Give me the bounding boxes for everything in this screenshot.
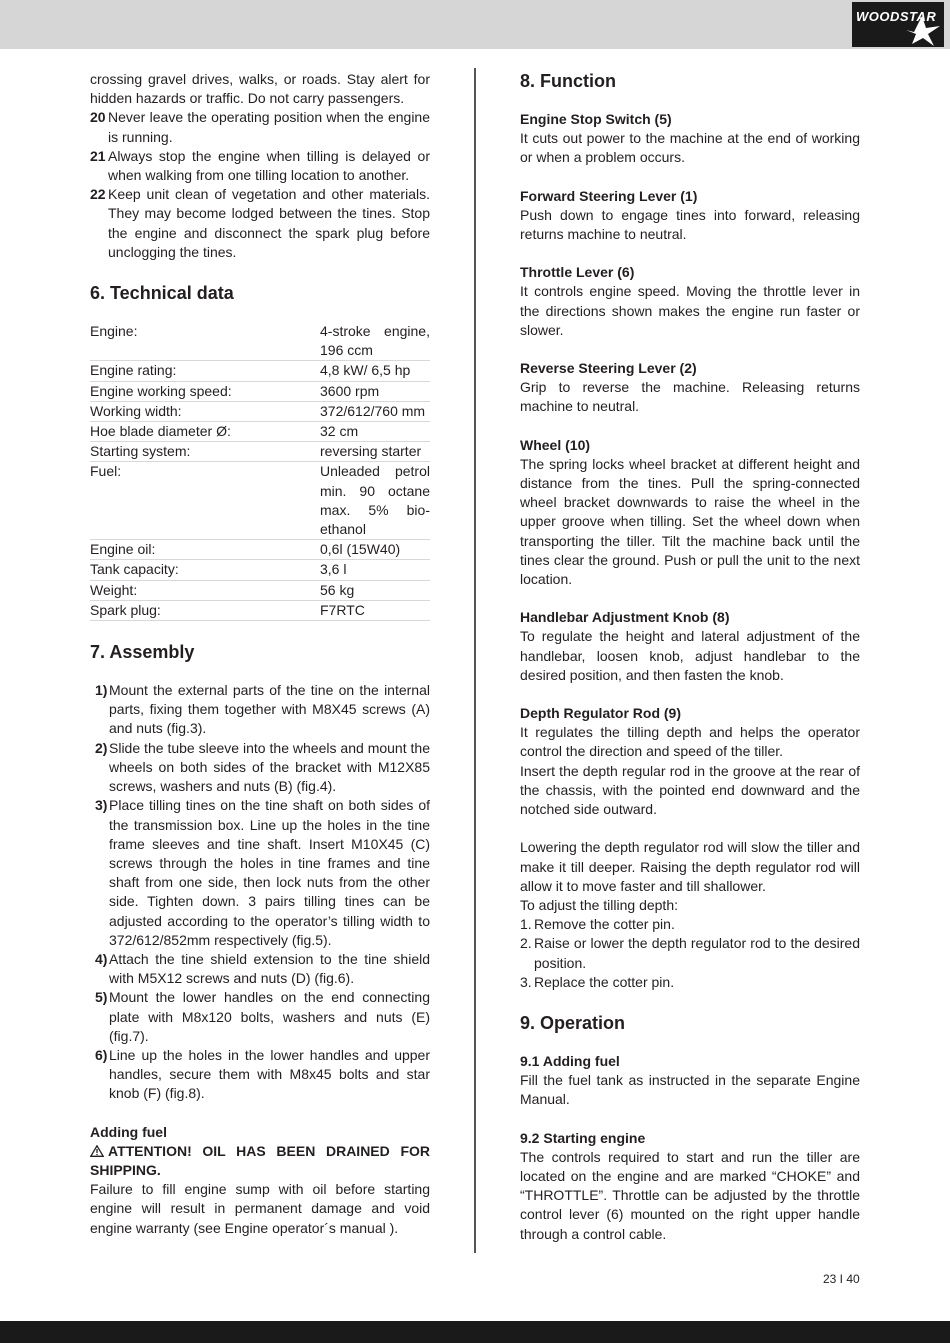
function-item-text: It controls engine speed. Moving the throttle lever in the directions shown makes the engine run faster or slower. (520, 283, 860, 338)
function-item-text: The spring locks wheel bracket at different height and distance from the tines. Pull the spring-connected wheel bracket downwards to raise the wheel in the upper groove when tilling. Set the wheel down when transporting the tiller. Tilt the machine back until the tines clear the ground. Push or pull the unit to the next location. (520, 455, 860, 588)
column-divider (474, 68, 476, 1253)
safety-item-22: 22 Keep unit clean of vegetation and other materials. They may become lodged between the tines. Stop the engine and disconnect the spark plug before unclogging the tines. (90, 186, 430, 260)
step-text: Mount the external parts of the tine on the internal parts, fixing them together with M8X45 screws (A) and nuts (fig.3). (109, 682, 430, 737)
oil-warning: ATTENTION! OIL HAS BEEN DRAINED FOR SHIPPING. (90, 1142, 430, 1178)
step-text: Line up the holes in the lower handles and upper handles, secure them with M8x45 bolts and star knob (F) (fig.8). (109, 1046, 430, 1102)
warning-icon (90, 1145, 104, 1157)
tech-label: Engine working speed: (90, 381, 320, 401)
step-text: Slide the tube sleeve into the wheels and mount the wheels on both sides of the bracket with M12X85 screws, washers and nuts (B) (fig.4). (109, 739, 430, 795)
adding-fuel-heading: Adding fuel (90, 1123, 167, 1140)
function-item-text: It cuts out power to the machine at the end of working or when a problem occurs. (520, 130, 860, 166)
tech-label: Starting system: (90, 442, 320, 462)
tech-label: Engine oil: (90, 540, 320, 560)
assembly-step (90, 796, 430, 950)
safety-item-20: 20 Never leave the operating position when the engine is running. (90, 109, 430, 145)
tech-row (90, 401, 430, 421)
step-number: 1) (95, 682, 108, 699)
tech-value: Unleaded petrol min. 90 octane max. 5% bio-ethanol (320, 462, 430, 540)
tech-value: F7RTC (320, 600, 430, 620)
function-item-heading: Engine Stop Switch (5) (520, 111, 672, 127)
depth-step (520, 973, 860, 992)
tech-row (90, 600, 430, 620)
depth-regulator-text-2: Insert the depth regular rod in the groove at the rear of the chassis, with the pointed end downward and the notched side outward. (520, 762, 860, 818)
function-item-heading: Wheel (10) (520, 436, 591, 453)
depth-step (520, 934, 860, 972)
step-number: 5) (95, 989, 108, 1006)
tech-row (90, 361, 430, 381)
depth-regulator-text-3: Lowering the depth regulator rod will slow the tiller and make it till deeper. Raising the depth regulator rod will allow it to move faster and till shallower. (520, 839, 860, 894)
technical-data-heading: 6. Technical data (90, 283, 234, 304)
adding-fuel-text: Fill the fuel tank as instructed in the separate Engine Manual. (520, 1072, 860, 1108)
tech-label: Engine: (90, 322, 320, 361)
logo-text: WOODSTAR (856, 9, 937, 24)
step-number: 3) (95, 797, 108, 814)
tech-label: Working width: (90, 401, 320, 421)
step-text: Mount the lower handles on the end connecting plate with M8x120 bolts, washers and nuts (E) (fig.7). (109, 989, 430, 1044)
tech-value: 372/612/760 mm (320, 401, 430, 421)
tech-row (90, 580, 430, 600)
left-column (90, 70, 430, 1238)
tech-row (90, 462, 430, 540)
step-number: 4) (95, 950, 108, 967)
function-list (520, 110, 860, 704)
assembly-step (90, 988, 430, 1046)
starting-engine-subheading: 9.2 Starting engine (520, 1129, 646, 1146)
function-item-text: Grip to reverse the machine. Releasing returns machine to neutral. (520, 379, 860, 415)
tech-value: 3600 rpm (320, 381, 430, 401)
step-text: Attach the tine shield extension to the tine shield with M5X12 screws and nuts (D) (fig.6). (109, 950, 430, 987)
page-number: 23 I 40 (823, 1272, 860, 1286)
tech-row (90, 422, 430, 442)
depth-step-number: 2. (520, 935, 532, 952)
step-number: 6) (95, 1046, 108, 1063)
depth-steps (520, 915, 860, 992)
tech-label: Hoe blade diameter Ø: (90, 422, 320, 442)
right-column (520, 70, 860, 1244)
depth-step-number: 1. (520, 916, 532, 933)
assembly-step (90, 1046, 430, 1104)
depth-regulator-heading: Depth Regulator Rod (9) (520, 705, 681, 722)
depth-step-text: Replace the cotter pin. (534, 973, 675, 990)
tech-value: 4,8 kW/ 6,5 hp (320, 361, 430, 381)
depth-regulator-text-4: To adjust the tilling depth: (520, 896, 678, 913)
assembly-heading: 7. Assembly (90, 642, 195, 663)
footer-band (0, 1321, 950, 1343)
function-heading: 8. Function (520, 71, 616, 91)
step-text: Place tilling tines on the tine shaft on both sides of the transmission box. Line up the holes in the tine frame sleeves and tine shaft. Insert M10X45 (C) screws through the holes in tine frames and tine shaft from one side, then lock nuts from the other side. Tighten down. 3 pairs tilling tines can be adjusted according to the operator’s tilling width to 372/612/852mm respectively (fig.5). (109, 797, 430, 948)
tech-label: Spark plug: (90, 600, 320, 620)
tech-value: 0,6l (15W40) (320, 540, 430, 560)
starting-engine-text: The controls required to start and run the tiller are located on the engine and are marked “CHOKE” and “THROTTLE”. Throttle can be adjusted by the throttle control lever (6) mounted on the right upper handle through a control cable. (520, 1148, 860, 1242)
tech-row (90, 322, 430, 361)
function-item-text: To regulate the height and lateral adjustment of the handlebar, loosen knob, adjust handlebar to the desired position, and then fasten the knob. (520, 628, 860, 683)
tech-value: reversing starter (320, 442, 430, 462)
tech-row (90, 540, 430, 560)
oil-warning-text: Failure to fill engine sump with oil before starting engine will result in permanent damage and void engine warranty (see Engine operator´s manual ). (90, 1181, 430, 1236)
tech-label: Engine rating: (90, 361, 320, 381)
safety-item-21: 21 Always stop the engine when tilling is delayed or when walking from one tilling location to another. (90, 147, 430, 184)
function-item-heading: Throttle Lever (6) (520, 264, 635, 281)
assembly-steps (90, 681, 430, 1103)
adding-fuel-subheading: 9.1 Adding fuel (520, 1052, 620, 1069)
assembly-step (90, 950, 430, 988)
tech-value: 32 cm (320, 422, 430, 442)
tech-value: 3,6 l (320, 560, 430, 580)
function-item-text: Push down to engage tines into forward, releasing returns machine to neutral. (520, 206, 860, 243)
function-item-heading: Reverse Steering Lever (2) (520, 360, 697, 377)
function-item-heading: Handlebar Adjustment Knob (8) (520, 609, 730, 626)
depth-step-text: Remove the cotter pin. (534, 916, 675, 933)
depth-step (520, 915, 860, 934)
depth-step-text: Raise or lower the depth regulator rod to the desired position. (534, 935, 860, 971)
woodstar-logo (852, 2, 944, 47)
tech-row (90, 381, 430, 401)
technical-data-table (90, 322, 430, 621)
header-band (0, 0, 950, 49)
safety-intro: crossing gravel drives, walks, or roads. Stay alert for hidden hazards or traffic. Do not carry passengers. (90, 71, 430, 107)
step-number: 2) (95, 739, 108, 756)
tech-label: Tank capacity: (90, 560, 320, 580)
tech-label: Weight: (90, 580, 320, 600)
tech-row (90, 560, 430, 580)
tech-value: 4-stroke engine, 196 ccm (320, 322, 430, 361)
depth-regulator-text-1: It regulates the tilling depth and helps the operator control the direction and speed of the tiller. (520, 724, 860, 760)
tech-row (90, 442, 430, 462)
assembly-step (90, 739, 430, 797)
operation-heading: 9. Operation (520, 1012, 626, 1033)
assembly-step (90, 681, 430, 739)
tech-value: 56 kg (320, 580, 430, 600)
tech-label: Fuel: (90, 462, 320, 540)
depth-step-number: 3. (520, 973, 532, 990)
function-item-heading: Forward Steering Lever (1) (520, 187, 698, 204)
